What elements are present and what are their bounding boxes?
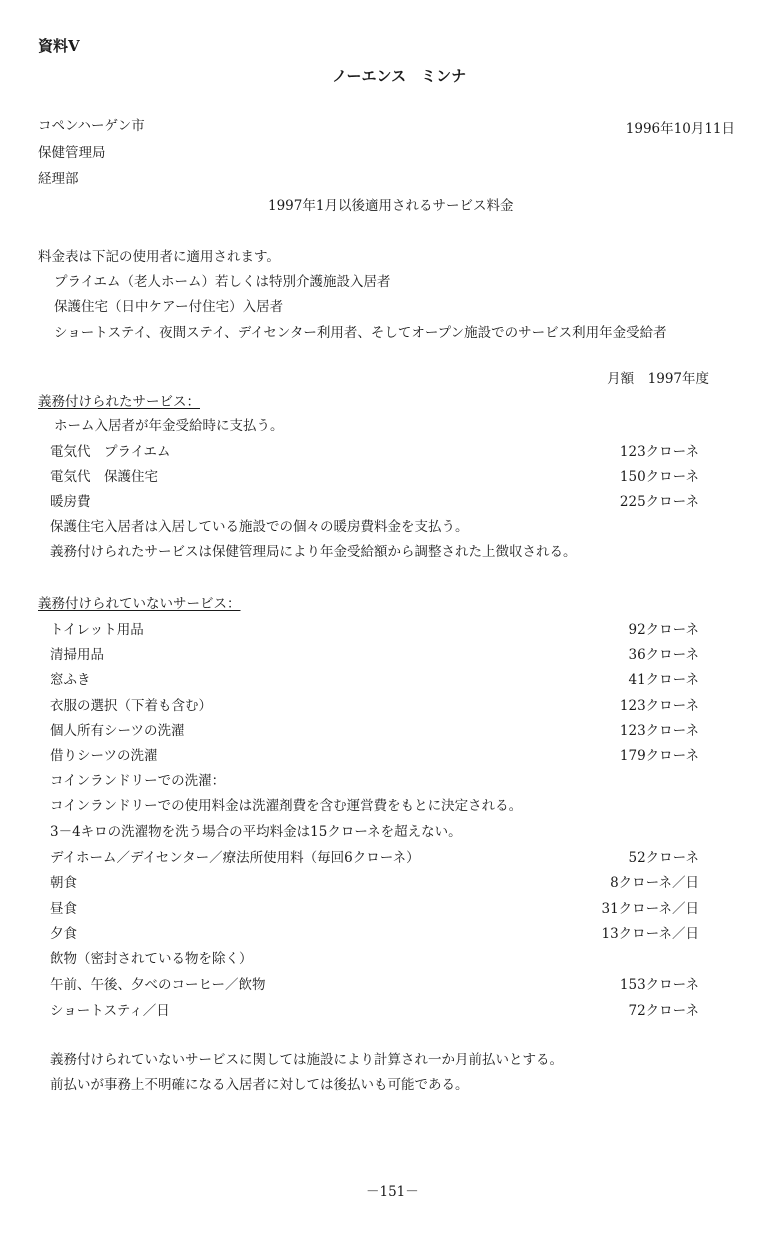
fee-amount: 123クローネ (619, 723, 699, 739)
fee-row (0, 798, 769, 818)
fee-amount: 179クローネ (619, 748, 699, 764)
fee-row (0, 926, 769, 946)
attachment-label: 資料Ⅴ (38, 37, 80, 55)
mandatory-heading: 義務付けられたサービス： (38, 394, 200, 410)
fee-label: 電気代 保護住宅 (50, 469, 158, 485)
fee-row (0, 494, 769, 514)
fee-row (0, 951, 769, 971)
intro-item: 保護住宅（日中ケアー付住宅）入居者 (54, 299, 284, 315)
fee-label: 午前、午後、夕べのコーヒー／飲物 (50, 977, 266, 993)
intro-item: プライエム（老人ホーム）若しくは特別介護施設入居者 (54, 274, 391, 290)
fee-label: 飲物（密封されている物を除く） (50, 951, 253, 967)
fee-label: 清掃用品 (50, 647, 104, 663)
fee-label: 電気代 プライエム (50, 444, 171, 460)
fee-amount: 36クローネ (628, 647, 699, 663)
fee-row (0, 977, 769, 997)
fee-label: 暖房費 (50, 494, 91, 510)
page-number: －151－ (366, 1184, 419, 1200)
fee-row (0, 824, 769, 844)
fee-amount: 72クローネ (628, 1003, 699, 1019)
sender-city: コペンハーゲン市 (38, 118, 145, 134)
fee-row (0, 672, 769, 692)
fee-label: トイレット用品 (50, 622, 144, 638)
fee-amount: 123クローネ (619, 698, 699, 714)
fee-amount: 41クローネ (628, 672, 699, 688)
footer-note: 前払いが事務上不明確になる入居者に対しては後払いも可能である。 (50, 1077, 469, 1093)
fee-amount: 225クローネ (619, 494, 699, 510)
fee-label: 昼食 (50, 901, 77, 917)
fee-label: コインランドリーでの洗濯： (50, 773, 226, 789)
fee-row (0, 850, 769, 870)
document-subject: 1997年1月以後適用されるサービス料金 (268, 198, 514, 214)
footer-note: 義務付けられていないサービスに関しては施設により計算され一か月前払いとする。 (50, 1052, 563, 1068)
fee-row (0, 773, 769, 793)
mandatory-note: ホーム入居者が年金受給時に支払う。 (54, 418, 284, 434)
fee-row (0, 698, 769, 718)
intro-lead: 料金表は下記の使用者に適用されます。 (38, 249, 280, 265)
sender-dept: 保健管理局 (38, 145, 106, 161)
fee-amount: 52クローネ (628, 850, 699, 866)
fee-row (0, 748, 769, 768)
fee-row (0, 723, 769, 743)
fee-row (0, 1003, 769, 1023)
fee-row (0, 901, 769, 921)
fee-row (0, 875, 769, 895)
fee-amount: 31クローネ／日 (601, 901, 699, 917)
fee-label: ショートスティ／日 (50, 1003, 170, 1019)
fee-row (0, 647, 769, 667)
recipient-name: ノーエンス ミンナ (332, 67, 467, 85)
fee-row (0, 469, 769, 489)
fee-label: 3－4キロの洗濯物を洗う場合の平均料金は15クローネを超えない。 (50, 824, 462, 840)
fee-amount: 150クローネ (619, 469, 699, 485)
document-date: 1996年10月11日 (625, 121, 735, 137)
fee-label: 窓ふき (50, 672, 91, 688)
fee-label: 朝食 (50, 875, 77, 891)
fee-row (0, 622, 769, 642)
fee-label: コインランドリーでの使用料金は洗濯剤費を含む運営費をもとに決定される。 (50, 798, 523, 814)
mandatory-note: 義務付けられたサービスは保健管理局により年金受給額から調整された上徴収される。 (50, 544, 577, 560)
optional-heading: 義務付けられていないサービス： (38, 596, 241, 612)
fee-amount: 123クローネ (619, 444, 699, 460)
fee-label: デイホーム／デイセンター／療法所使用料（毎回6クローネ） (50, 850, 420, 866)
mandatory-note: 保護住宅入居者は入居している施設での個々の暖房費料金を支払う。 (50, 519, 469, 535)
fee-row (0, 444, 769, 464)
fee-amount: 13クローネ／日 (601, 926, 699, 942)
fee-label: 個人所有シーツの洗濯 (50, 723, 185, 739)
intro-item: ショートステイ、夜間ステイ、デイセンター利用者、そしてオープン施設でのサービス利用年金受給者 (54, 325, 667, 341)
fee-label: 借りシーツの洗濯 (50, 748, 158, 764)
period-header: 月額 1997年度 (607, 371, 709, 387)
fee-amount: 92クローネ (628, 622, 699, 638)
fee-label: 衣服の選択（下着も含む） (50, 698, 212, 714)
fee-label: 夕食 (50, 926, 77, 942)
fee-amount: 153クローネ (619, 977, 699, 993)
fee-amount: 8クローネ／日 (610, 875, 699, 891)
sender-section: 経理部 (38, 171, 79, 187)
